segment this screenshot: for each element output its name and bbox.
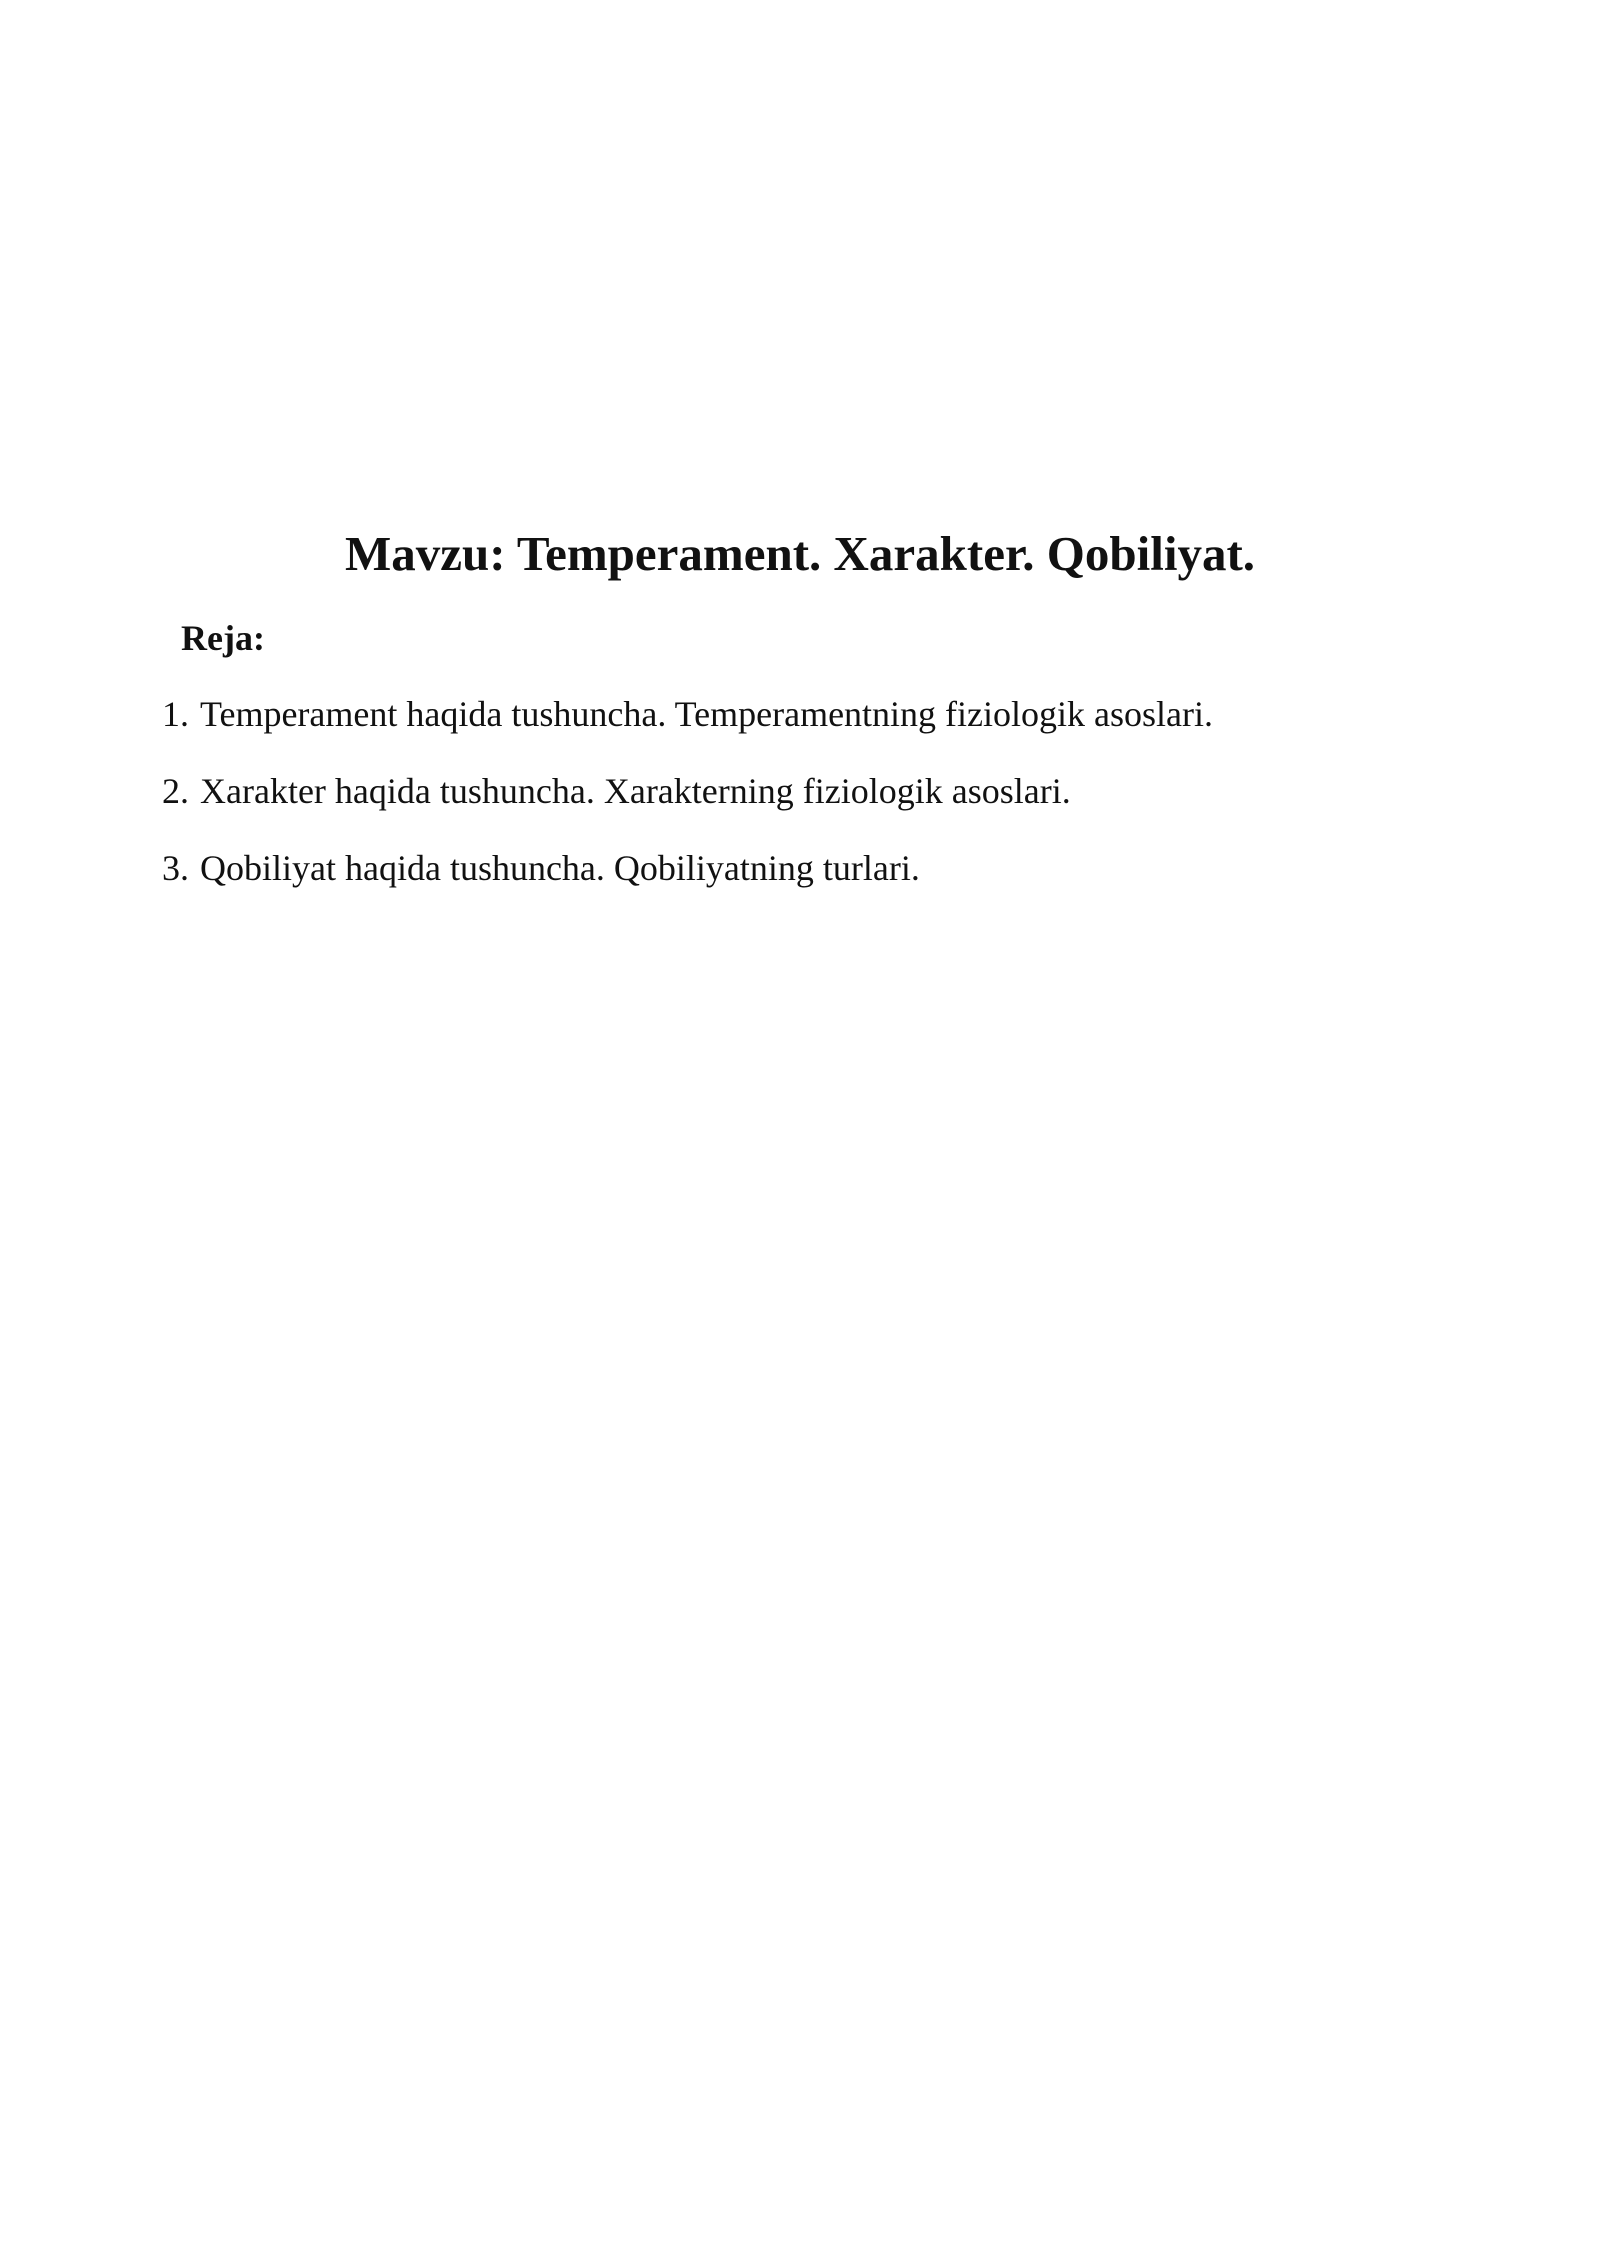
plan-item-text: Temperament haqida tushuncha. Temperamentning fiziologik asoslari. <box>200 694 1213 734</box>
plan-item-number: 2. <box>162 771 189 811</box>
plan-item-text: Xarakter haqida tushuncha. Xarakterning fiziologik asoslari. <box>200 771 1071 811</box>
plan-item-text: Qobiliyat haqida tushuncha. Qobiliyatning turlari. <box>200 848 920 888</box>
plan-list <box>162 690 1462 921</box>
plan-heading: Reja: <box>181 618 265 658</box>
plan-item-3 <box>162 844 1462 892</box>
plan-item-number: 1. <box>162 694 189 734</box>
plan-item-1 <box>162 690 1462 738</box>
plan-item-2 <box>162 767 1462 815</box>
document-title: Mavzu: Temperament. Xarakter. Qobiliyat. <box>344 526 1256 581</box>
plan-item-number: 3. <box>162 848 189 888</box>
